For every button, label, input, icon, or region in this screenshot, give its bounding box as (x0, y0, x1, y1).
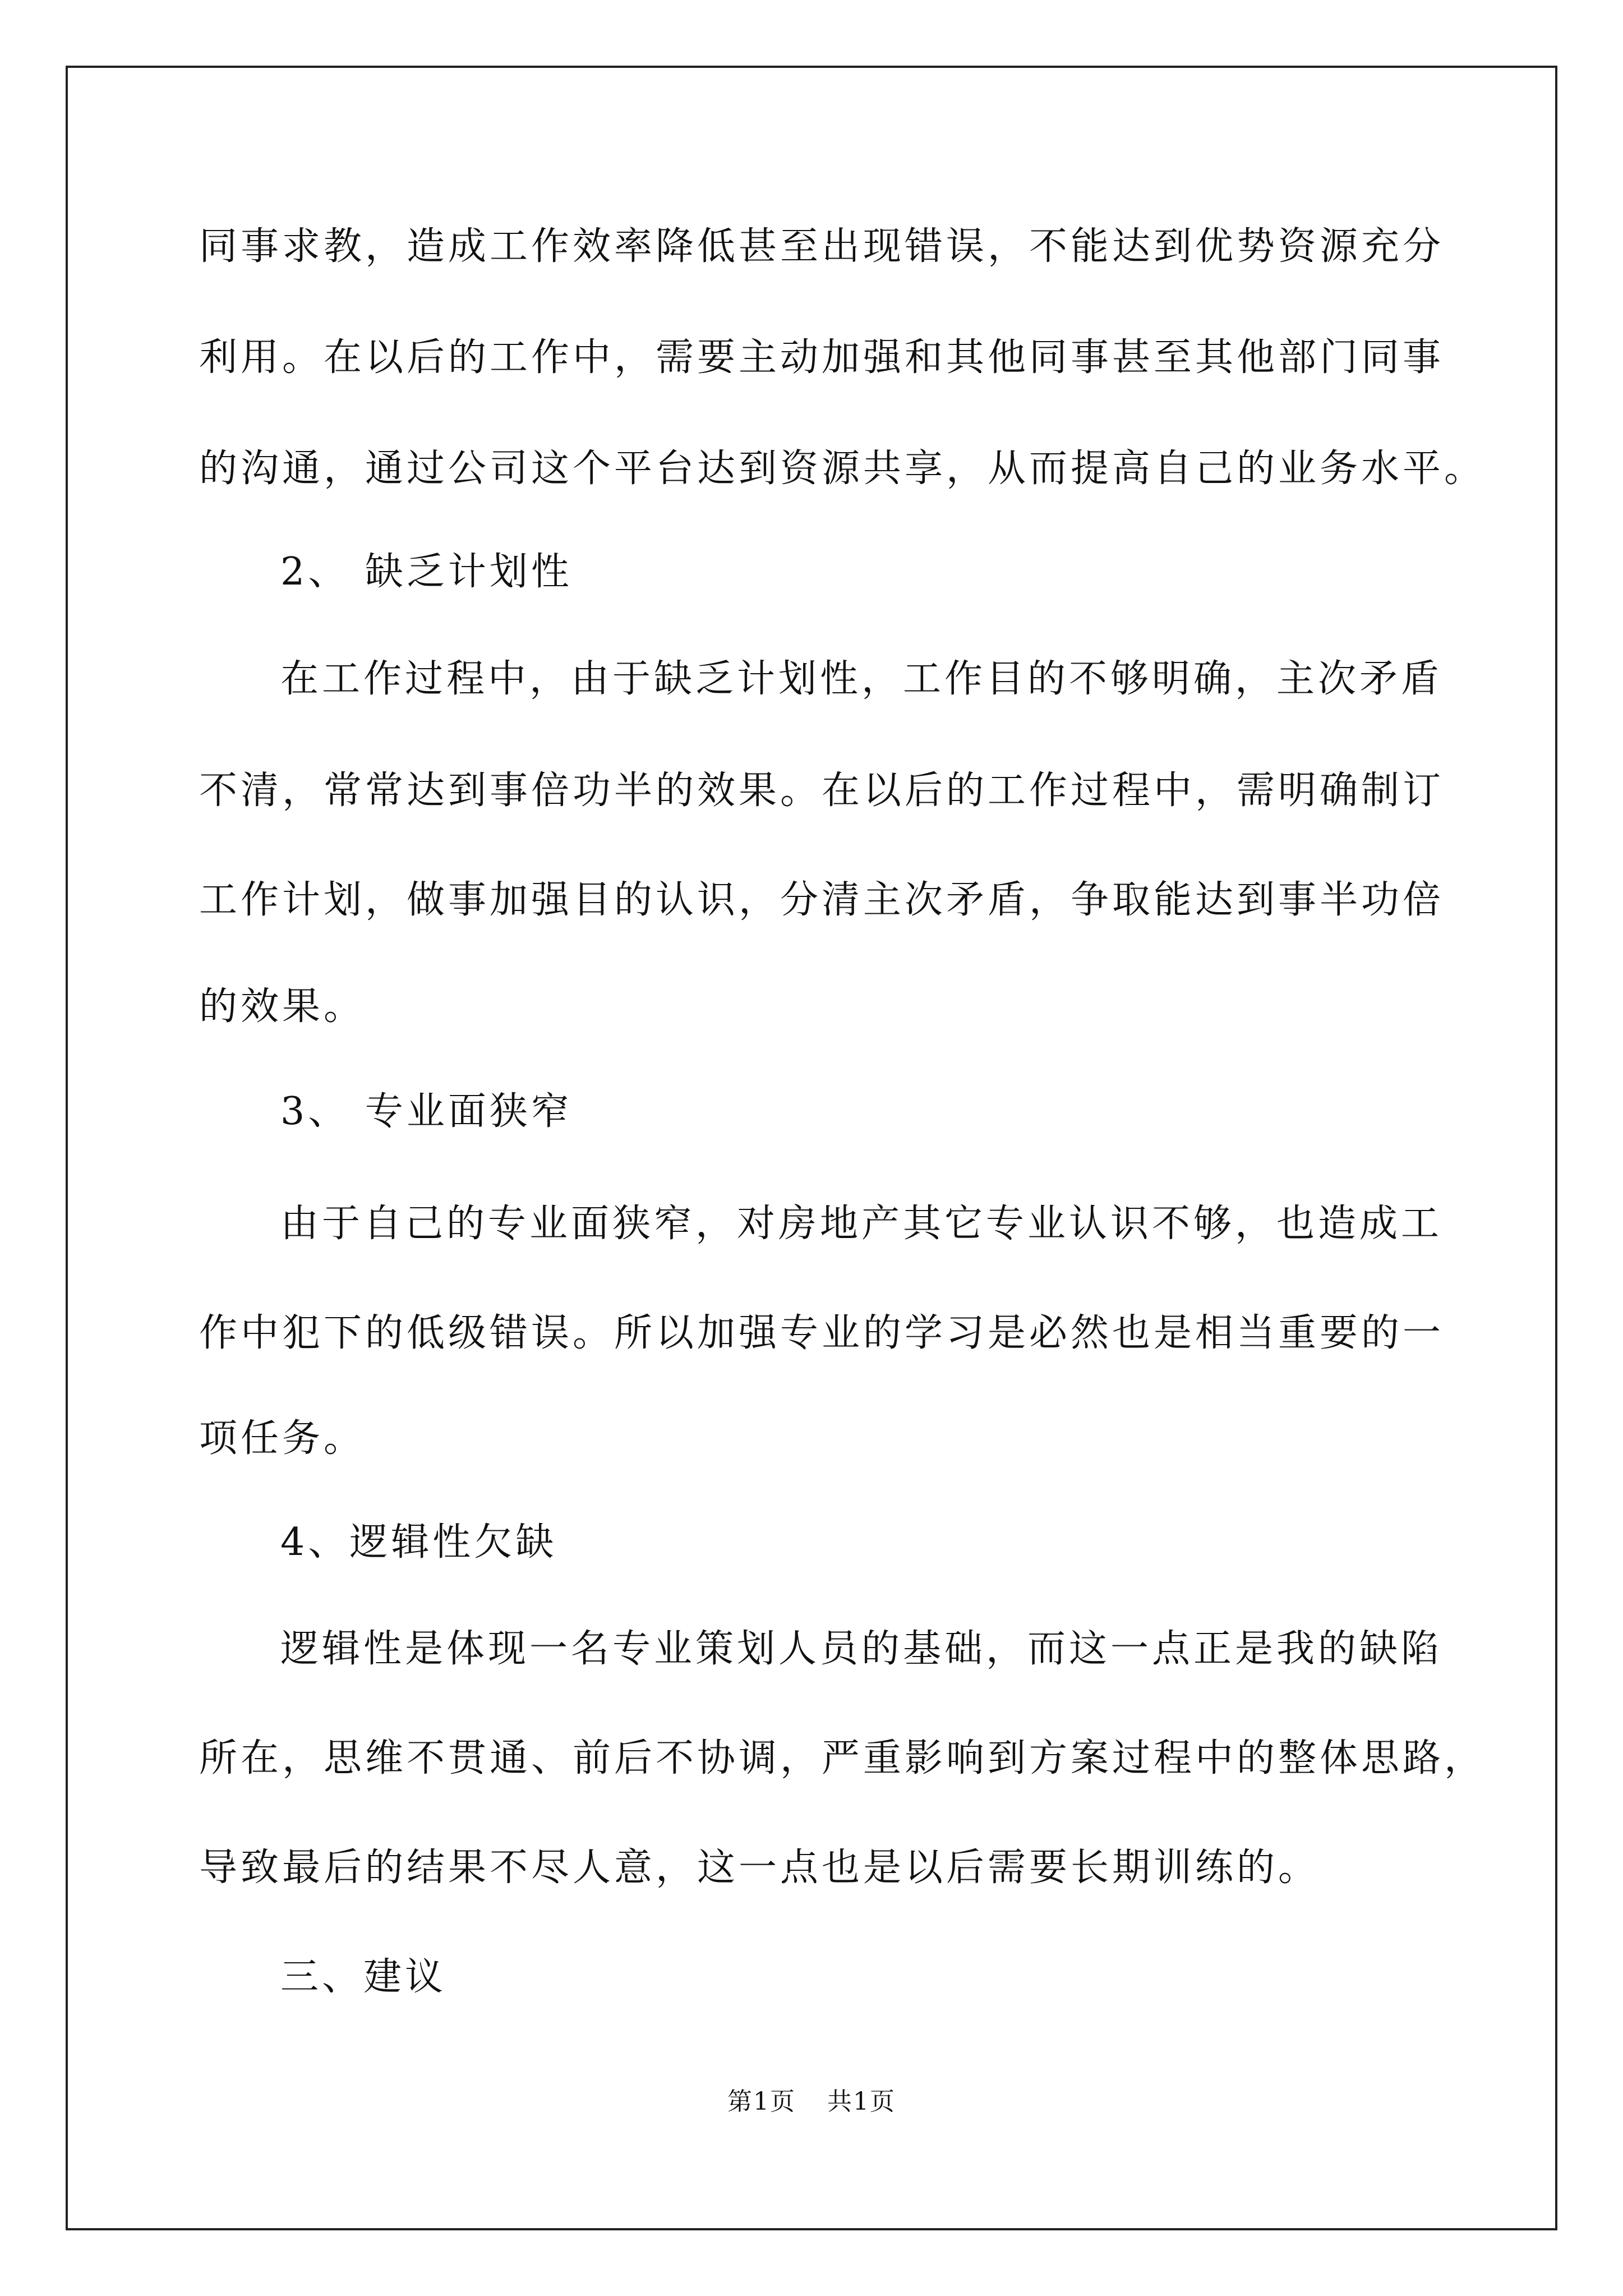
paragraph-line: 工作计划，做事加强目的认识，分清主次矛盾，争取能达到事半功倍 (199, 878, 1445, 922)
section-heading: 4、逻辑性欠缺 (280, 1520, 557, 1565)
section-heading: 2、 缺乏计划性 (280, 550, 573, 594)
page-border (66, 66, 1557, 2230)
page-total: 共1页 (827, 2087, 896, 2116)
paragraph-line: 的沟通，通过公司这个平台达到资源共享，从而提高自己的业务水平。 (199, 447, 1486, 491)
paragraph-line: 不清，常常达到事倍功半的效果。在以后的工作过程中，需明确制订 (199, 769, 1445, 813)
paragraph-line: 项任务。 (199, 1416, 366, 1461)
paragraph-line: 同事求教，造成工作效率降低甚至出现错误，不能达到优势资源充分 (199, 224, 1445, 269)
paragraph-line: 的效果。 (199, 984, 366, 1029)
page-footer (0, 2088, 1623, 2116)
paragraph-line: 在工作过程中，由于缺乏计划性，工作目的不够明确，主次矛盾 (280, 657, 1443, 701)
paragraph-line: 利用。在以后的工作中，需要主动加强和其他同事甚至其他部门同事 (199, 335, 1445, 380)
section-heading: 三、建议 (280, 1955, 447, 1999)
paragraph-line: 逻辑性是体现一名专业策划人员的基础，而这一点正是我的缺陷 (280, 1627, 1443, 1671)
paragraph-line: 作中犯下的低级错误。所以加强专业的学习是必然也是相当重要的一 (199, 1311, 1445, 1355)
page-number: 第1页 (727, 2087, 796, 2116)
paragraph-line: 由于自己的专业面狭窄，对房地产其它专业认识不够，也造成工 (280, 1202, 1443, 1246)
paragraph-line: 导致最后的结果不尽人意，这一点也是以后需要长期训练的。 (199, 1846, 1320, 1890)
paragraph-line: 所在，思维不贯通、前后不协调，严重影响到方案过程中的整体思路， (199, 1736, 1486, 1780)
section-heading: 3、 专业面狭窄 (280, 1089, 573, 1134)
